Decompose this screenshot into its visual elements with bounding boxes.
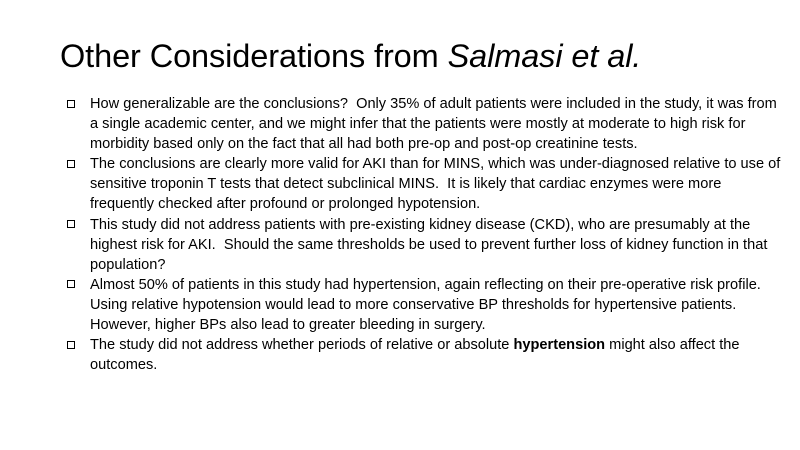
list-item-text: The conclusions are clearly more valid for AKI than for MINS, which was under-diagnosed relative to use of sensitive troponin T tests that detect subclinical MINS. It is likely that cardiac enzymes were more frequently checked after profound or prolonged hypotension. (90, 156, 785, 213)
hollow-square-bullet-icon (67, 335, 83, 355)
page-title-prefix: Other Considerations from (60, 38, 448, 74)
list-item-text: This study did not address patients with pre-existing kidney disease (CKD), who are presumably at the highest risk for AKI. Should the same thresholds be used to prevent further loss of kidney function in that population? (90, 216, 772, 273)
list-item (62, 154, 785, 214)
list-item (62, 335, 782, 375)
list-item-text-after-emphasis: might also affect the outcomes. (90, 337, 744, 374)
list-item-text-before-emphasis: The study did not address whether periods of relative or absolute (90, 337, 514, 354)
list-item (62, 215, 782, 275)
list-item (62, 275, 782, 335)
hollow-square-bullet-icon (67, 275, 83, 295)
hollow-square-bullet-icon (67, 94, 83, 114)
emphasized-term: hypertension (513, 337, 606, 354)
bullet-list (62, 94, 785, 375)
list-item (62, 94, 782, 154)
page-title-citation: Salmasi et al. (447, 38, 642, 74)
list-item-text: How generalizable are the conclusions? Only 35% of adult patients were included in the study, it was from a single academic center, and we might infer that the patients were mostly at moderate to high risk for morbidity based only on the fact that all had both pre-op and post-op creatinine tests. (90, 96, 781, 153)
hollow-square-bullet-icon (67, 154, 83, 174)
page-title (60, 36, 780, 76)
list-item-text: Almost 50% of patients in this study had hypertension, again reflecting on their pre-operative risk profile. Using relative hypotension would lead to more conservative BP thresholds for hypertensive patients. However, higher BPs also lead to greater bleeding in surgery. (90, 276, 769, 334)
hollow-square-bullet-icon (67, 215, 83, 235)
list-item-text (90, 335, 782, 375)
